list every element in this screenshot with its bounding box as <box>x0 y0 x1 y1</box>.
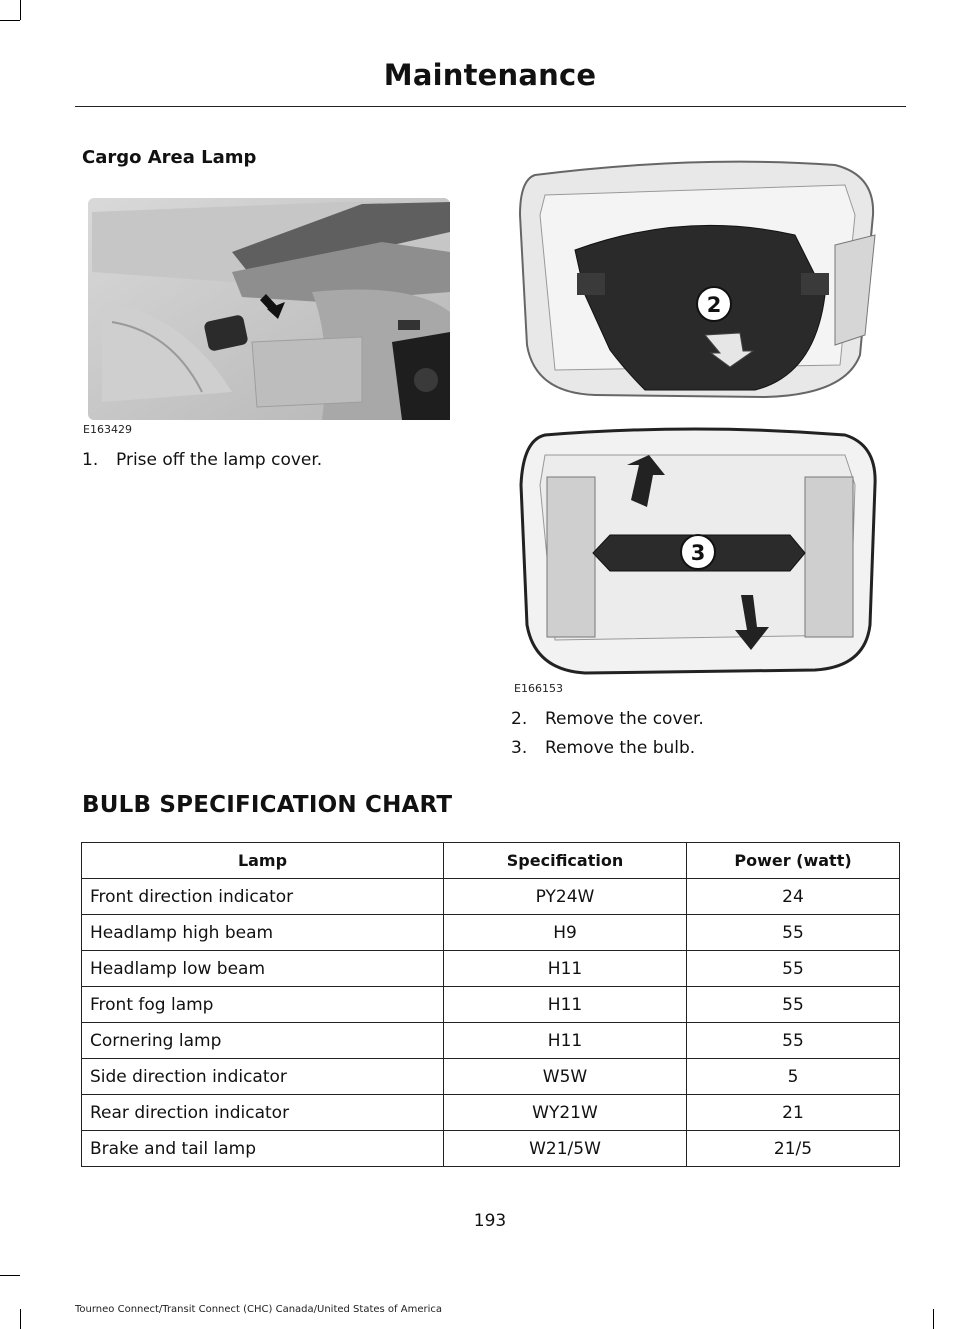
crop-mark <box>20 1309 21 1329</box>
bulb-spec-table <box>81 842 900 1167</box>
table-row <box>82 1131 900 1167</box>
crop-mark <box>0 20 20 21</box>
spec-cell: W21/5W <box>444 1131 687 1167</box>
page-number: 193 <box>473 1211 507 1231</box>
power-cell: 55 <box>687 987 900 1023</box>
callout-2: 2 <box>706 293 722 317</box>
step-number: 3. <box>511 738 528 758</box>
figure-code-right: E166153 <box>514 682 563 695</box>
step-text: Prise off the lamp cover. <box>116 450 323 470</box>
step-1 <box>82 450 462 470</box>
power-cell: 21 <box>687 1095 900 1131</box>
lamp-removal-illustration <box>515 155 883 680</box>
step-3 <box>511 738 891 758</box>
power-cell: 21/5 <box>687 1131 900 1167</box>
step-text: Remove the cover. <box>545 709 704 729</box>
step-2 <box>511 709 891 729</box>
spec-cell: WY21W <box>444 1095 687 1131</box>
crop-mark <box>0 1275 20 1276</box>
step-text: Remove the bulb. <box>545 738 696 758</box>
table-row <box>82 1095 900 1131</box>
table-row <box>82 987 900 1023</box>
step-number: 1. <box>82 450 99 470</box>
section-title: Cargo Area Lamp <box>82 147 257 168</box>
power-cell: 5 <box>687 1059 900 1095</box>
lamp-cell: Rear direction indicator <box>82 1095 444 1131</box>
spec-cell: W5W <box>444 1059 687 1095</box>
lamp-cell: Side direction indicator <box>82 1059 444 1095</box>
column-header-power: Power (watt) <box>687 843 900 879</box>
lamp-cell: Cornering lamp <box>82 1023 444 1059</box>
power-cell: 55 <box>687 1023 900 1059</box>
spec-cell: H11 <box>444 1023 687 1059</box>
crop-mark <box>20 0 21 20</box>
lamp-cell: Headlamp low beam <box>82 951 444 987</box>
spec-cell: H9 <box>444 915 687 951</box>
lamp-cell: Front direction indicator <box>82 879 444 915</box>
table-row <box>82 915 900 951</box>
power-cell: 55 <box>687 951 900 987</box>
step-number: 2. <box>511 709 528 729</box>
power-cell: 24 <box>687 879 900 915</box>
power-cell: 55 <box>687 915 900 951</box>
spec-cell: H11 <box>444 951 687 987</box>
header-divider <box>75 106 906 107</box>
column-header-lamp: Lamp <box>82 843 444 879</box>
table-row <box>82 1023 900 1059</box>
table-header-row <box>82 843 900 879</box>
page-title: Maintenance <box>383 58 597 92</box>
chart-title: BULB SPECIFICATION CHART <box>82 792 453 818</box>
table-row <box>82 951 900 987</box>
spec-cell: PY24W <box>444 879 687 915</box>
callout-3: 3 <box>690 541 706 565</box>
spec-cell: H11 <box>444 987 687 1023</box>
footer-text: Tourneo Connect/Transit Connect (CHC) Canada/United States of America <box>75 1304 442 1315</box>
table-row <box>82 879 900 915</box>
crop-mark <box>933 1309 934 1329</box>
figure-code-left: E163429 <box>83 423 132 436</box>
lamp-cell: Brake and tail lamp <box>82 1131 444 1167</box>
lamp-cell: Headlamp high beam <box>82 915 444 951</box>
lamp-cell: Front fog lamp <box>82 987 444 1023</box>
cargo-area-illustration <box>82 192 454 424</box>
table-row <box>82 1059 900 1095</box>
column-header-specification: Specification <box>444 843 687 879</box>
